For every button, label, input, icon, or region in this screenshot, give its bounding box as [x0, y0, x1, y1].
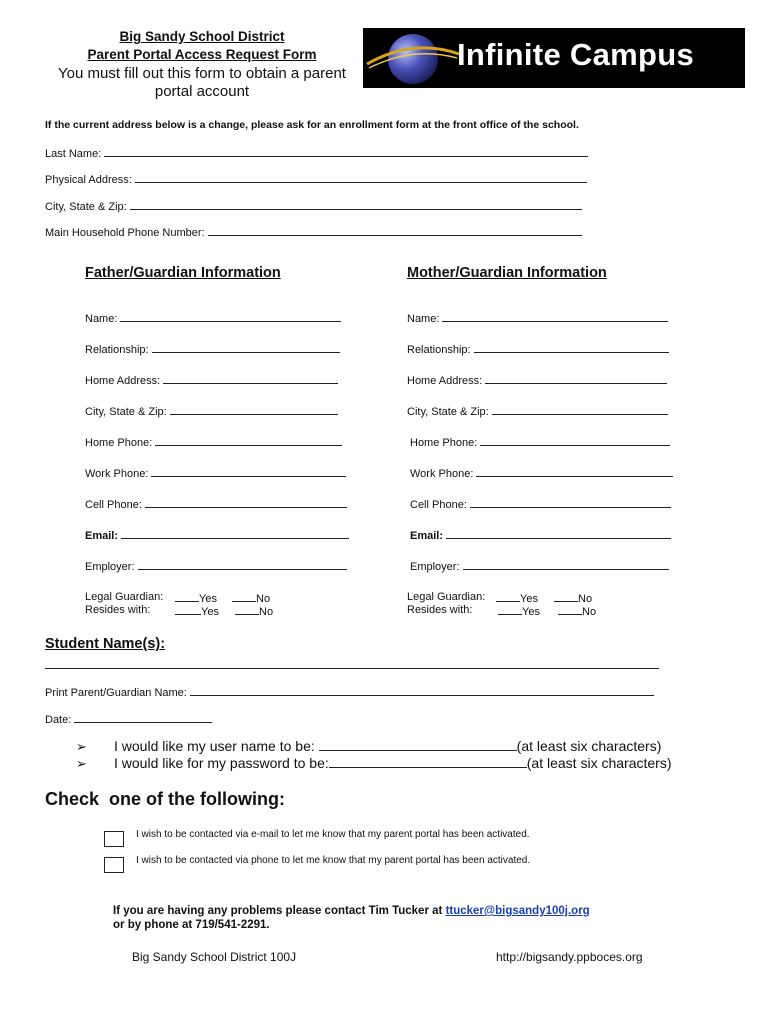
father-employer-label: Employer: [85, 561, 135, 573]
father-email-label: Email: [85, 530, 119, 542]
mother-home-address-field[interactable] [407, 373, 667, 387]
father-name-label: Name: [85, 313, 118, 325]
mother-name-line[interactable] [442, 311, 668, 322]
no-label: No [582, 606, 597, 618]
username-line[interactable] [319, 738, 517, 751]
globe-icon [363, 28, 463, 88]
email-contact-label: I wish to be contacted via e-mail to let me know that my parent portal has been activated. [136, 829, 530, 840]
mother-relationship-line[interactable] [474, 342, 669, 353]
household-city-field[interactable] [45, 199, 582, 213]
father-cell-phone-line[interactable] [145, 497, 347, 508]
mother-city-field[interactable] [407, 404, 668, 418]
mother-home-phone-label: Home Phone: [410, 437, 478, 449]
father-employer-line[interactable] [138, 559, 347, 570]
yes-label: Yes [199, 593, 217, 605]
mother-relationship-field[interactable] [407, 342, 669, 356]
phone-contact-checkbox[interactable] [104, 857, 124, 873]
username-field[interactable] [114, 738, 661, 754]
bullet-icon: ➢ [76, 739, 87, 754]
father-work-phone-field[interactable] [85, 466, 346, 480]
mother-cell-phone-line[interactable] [470, 497, 671, 508]
mother-home-phone-field[interactable] [410, 435, 670, 449]
no-label: No [256, 593, 271, 605]
mother-email-field[interactable] [410, 528, 671, 542]
father-home-phone-line[interactable] [155, 435, 342, 446]
phone-contact-label: I wish to be contacted via phone to let me know that my parent portal has been activated. [136, 855, 531, 866]
father-email-line[interactable] [121, 528, 349, 539]
physical-address-label: Physical Address: [45, 174, 132, 186]
email-contact-checkbox[interactable] [104, 831, 124, 847]
father-city-field[interactable] [85, 404, 338, 418]
infinite-campus-logo [363, 28, 745, 88]
father-legal-yes[interactable] [175, 591, 217, 605]
contact-line-1 [113, 905, 590, 917]
no-label: No [578, 593, 593, 605]
mother-home-phone-line[interactable] [480, 435, 670, 446]
main-phone-label: Main Household Phone Number: [45, 227, 205, 239]
mother-resides-with-label: Resides with: [407, 604, 473, 616]
print-name-field[interactable] [45, 685, 654, 699]
father-resides-with-label: Resides with: [85, 604, 151, 616]
father-resides-yes[interactable] [175, 604, 219, 618]
mother-legal-yes[interactable] [496, 591, 538, 605]
father-legal-guardian-label: Legal Guardian: [85, 591, 164, 603]
father-work-phone-label: Work Phone: [85, 468, 149, 480]
father-relationship-field[interactable] [85, 342, 340, 356]
yes-label: Yes [520, 593, 538, 605]
physical-address-field[interactable] [45, 172, 587, 186]
contact-line-2: or by phone at 719/541-2291. [113, 919, 270, 931]
father-home-address-line[interactable] [163, 373, 338, 384]
mother-city-label: City, State & Zip: [407, 406, 489, 418]
father-legal-no[interactable] [232, 591, 270, 605]
mother-email-line[interactable] [446, 528, 671, 539]
mother-home-address-label: Home Address: [407, 375, 483, 387]
student-names-line[interactable] [45, 668, 659, 669]
father-relationship-label: Relationship: [85, 344, 149, 356]
footer-website[interactable]: http://bigsandy.ppboces.org [496, 950, 643, 964]
father-home-phone-field[interactable] [85, 435, 342, 449]
father-work-phone-line[interactable] [151, 466, 346, 477]
physical-address-line[interactable] [135, 172, 587, 183]
mother-name-field[interactable] [407, 311, 668, 325]
logo-text: Infinite Campus [457, 37, 695, 72]
father-city-label: City, State & Zip: [85, 406, 167, 418]
instruction-line-1: You must fill out this form to obtain a parent [58, 65, 346, 82]
household-city-line[interactable] [130, 199, 582, 210]
mother-resides-yes[interactable] [498, 604, 540, 618]
username-hint: (at least six characters) [516, 738, 662, 754]
mother-legal-no[interactable] [554, 591, 592, 605]
father-cell-phone-label: Cell Phone: [85, 499, 142, 511]
last-name-label: Last Name: [45, 148, 102, 160]
mother-heading: Mother/Guardian Information [407, 265, 607, 281]
mother-city-line[interactable] [492, 404, 668, 415]
mother-relationship-label: Relationship: [407, 344, 471, 356]
username-label: I would like my user name to be: [114, 738, 315, 754]
print-name-line[interactable] [190, 685, 654, 696]
date-line[interactable] [74, 712, 212, 723]
date-label: Date: [45, 714, 72, 726]
password-field[interactable] [114, 755, 671, 771]
father-resides-no[interactable] [235, 604, 273, 618]
date-field[interactable] [45, 712, 212, 726]
print-name-label: Print Parent/Guardian Name: [45, 687, 187, 699]
father-employer-field[interactable] [85, 559, 347, 573]
check-heading: Check one of the following: [45, 789, 285, 809]
no-label: No [259, 606, 274, 618]
mother-work-phone-line[interactable] [476, 466, 673, 477]
father-city-line[interactable] [170, 404, 338, 415]
mother-resides-no[interactable] [558, 604, 596, 618]
password-hint: (at least six characters) [526, 755, 672, 771]
mother-employer-label: Employer: [410, 561, 460, 573]
mother-legal-guardian-label: Legal Guardian: [407, 591, 486, 603]
mother-cell-phone-label: Cell Phone: [410, 499, 467, 511]
father-heading: Father/Guardian Information [85, 265, 281, 281]
father-cell-phone-field[interactable] [85, 497, 347, 511]
mother-home-address-line[interactable] [485, 373, 667, 384]
address-change-notice: If the current address below is a change, please ask for an enrollment form at the front office of the school. [45, 119, 579, 131]
student-names-heading: Student Name(s): [45, 636, 166, 652]
father-home-phone-label: Home Phone: [85, 437, 153, 449]
mother-cell-phone-field[interactable] [410, 497, 671, 511]
mother-email-label: Email: [410, 530, 444, 542]
form-title: Parent Portal Access Request Form [87, 47, 317, 62]
father-home-address-field[interactable] [85, 373, 338, 387]
father-home-address-label: Home Address: [85, 375, 161, 387]
mother-work-phone-field[interactable] [410, 466, 673, 480]
last-name-field[interactable] [45, 146, 588, 160]
father-relationship-line[interactable] [152, 342, 340, 353]
mother-name-label: Name: [407, 313, 440, 325]
father-name-field[interactable] [85, 311, 341, 325]
password-label: I would like for my password to be: [114, 755, 329, 771]
last-name-line[interactable] [104, 146, 588, 157]
password-line[interactable] [329, 755, 527, 768]
yes-label: Yes [201, 606, 219, 618]
district-name: Big Sandy School District [119, 29, 285, 44]
mother-employer-field[interactable] [410, 559, 669, 573]
main-phone-field[interactable] [45, 225, 582, 239]
main-phone-line[interactable] [208, 225, 582, 236]
footer-district: Big Sandy School District 100J [132, 950, 297, 964]
father-email-field[interactable] [85, 528, 349, 542]
mother-employer-line[interactable] [463, 559, 669, 570]
yes-label: Yes [522, 606, 540, 618]
father-name-line[interactable] [120, 311, 341, 322]
household-city-label: City, State & Zip: [45, 201, 127, 213]
contact-text: If you are having any problems please contact Tim Tucker at [113, 905, 443, 917]
contact-email-link[interactable]: ttucker@bigsandy100j.org [445, 905, 590, 917]
instruction-line-2: portal account [154, 83, 250, 100]
bullet-icon: ➢ [76, 756, 87, 771]
mother-work-phone-label: Work Phone: [410, 468, 474, 480]
